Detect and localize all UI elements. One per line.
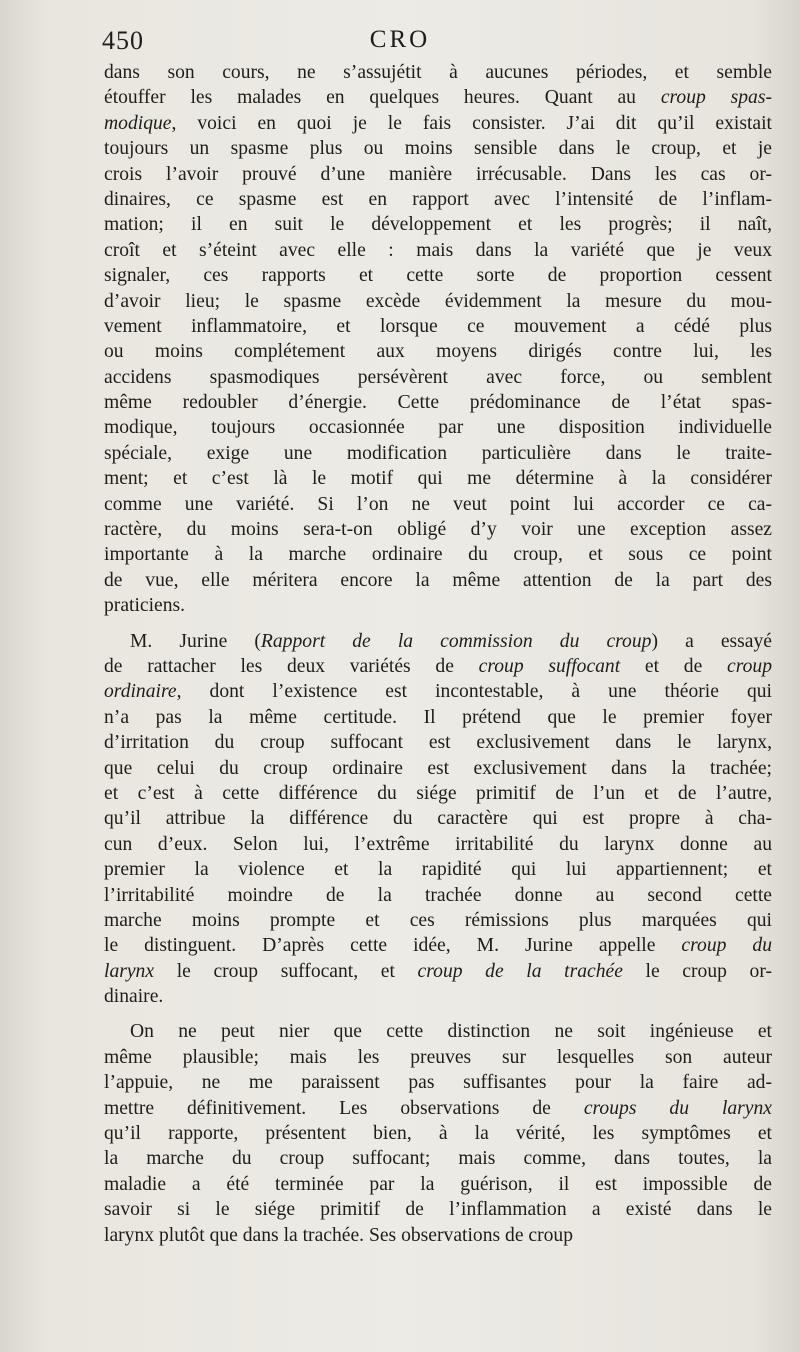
text-line: maladie a été terminée par la guérison, il est impossible de	[104, 1173, 772, 1195]
text-line: accidens spasmodiques persévèrent avec force, ou semblent	[104, 366, 772, 388]
text-line: larynx plutôt que dans la trachée. Ses observations de croup	[104, 1224, 574, 1246]
paragraph-gap	[104, 619, 772, 629]
text-line: dinaires, ce spasme est en rapport avec l’intensité de l’inflam-	[104, 188, 772, 210]
text-line: croît et s’éteint avec elle : mais dans la variété que je veux	[104, 239, 772, 261]
text-line: comme une variété. Si l’on ne veut point lui accorder ce ca-	[104, 493, 772, 515]
text-line: qu’il rapporte, présentent bien, à la vérité, les symptômes et	[104, 1123, 772, 1145]
text-line: On ne peut nier que cette distinction ne soit ingénieuse et	[130, 1021, 772, 1043]
text-line: étouffer les malades en quelques heures. Quant au croup spas-	[104, 87, 772, 109]
running-head: CRO	[369, 26, 431, 53]
text-line: praticiens.	[104, 595, 186, 617]
text-line: spéciale, exige une modification particulière dans le traite-	[104, 442, 772, 464]
text-line: l’appuie, ne me paraissent pas suffisantes pour la faire ad-	[104, 1072, 772, 1094]
text-line: même plausible; mais les preuves sur lesquelles son auteur	[104, 1046, 772, 1068]
text-line: mation; il en suit le développement et les progrès; il naît,	[104, 214, 772, 236]
paragraph	[104, 629, 772, 1010]
text-line: de rattacher les deux variétés de croup suffocant et de croup	[104, 655, 772, 677]
text-line: qu’il attribue la différence du caractère qui est propre à cha-	[104, 808, 772, 830]
text-line: ordinaire, dont l’existence est incontestable, à une théorie qui	[104, 681, 772, 703]
page-number: 450	[102, 26, 144, 55]
text-line: cun d’eux. Selon lui, l’extrême irritabilité du larynx donne au	[104, 833, 772, 855]
text-line: modique, voici en quoi je le fais consister. J’ai dit qu’il existait	[104, 112, 772, 134]
text-line: dinaire.	[104, 986, 164, 1008]
paragraph-gap	[104, 1009, 772, 1019]
text-line: modique, toujours occasionnée par une disposition individuelle	[104, 417, 772, 439]
text-line: importante à la marche ordinaire du croup, et sous ce point	[104, 544, 772, 566]
text-line: la marche du croup suffocant; mais comme, dans toutes, la	[104, 1148, 772, 1170]
text-line: n’a pas la même certitude. Il prétend que le premier foyer	[104, 706, 772, 728]
text-line: savoir si le siége primitif de l’inflammation a existé dans le	[104, 1199, 772, 1221]
text-line: ment; et c’est là le motif qui me détermine à la considérer	[104, 468, 772, 490]
text-line: même redoubler d’énergie. Cette prédominance de l’état spas-	[104, 392, 772, 414]
text-line: ou moins complétement aux moyens dirigés contre lui, les	[104, 341, 772, 363]
text-line: d’avoir lieu; le spasme excède évidemment la mesure du mou-	[104, 290, 772, 312]
text-line: M. Jurine (Rapport de la commission du croup) a essayé	[130, 630, 772, 652]
text-line: le distinguent. D’après cette idée, M. Jurine appelle croup du	[104, 935, 772, 957]
text-line: marche moins prompte et ces rémissions plus marquées qui	[104, 909, 772, 931]
text-line: crois l’avoir prouvé d’une manière irrécusable. Dans les cas or-	[104, 163, 772, 185]
text-line: signaler, ces rapports et cette sorte de proportion cessent	[104, 265, 772, 287]
text-line: que celui du croup ordinaire est exclusivement dans la trachée;	[104, 757, 772, 779]
text-line: dans son cours, ne s’assujétit à aucunes périodes, et semble	[104, 62, 772, 83]
text-line: toujours un spasme plus ou moins sensible dans le croup, et je	[104, 138, 772, 160]
text-line: l’irritabilité moindre de la trachée donne au second cette	[104, 884, 772, 906]
text-line: et c’est à cette différence du siége primitif de l’un et de l’autre,	[104, 782, 772, 804]
body-text	[104, 60, 772, 1248]
paragraph	[104, 1019, 772, 1248]
text-line: ractère, du moins sera-t-on obligé d’y voir une exception assez	[104, 519, 772, 541]
paragraph	[104, 60, 772, 619]
text-line: larynx le croup suffocant, et croup de la trachée le croup or-	[104, 960, 772, 982]
text-line: de vue, elle méritera encore la même attention de la part des	[104, 569, 772, 591]
text-line: mettre définitivement. Les observations de croups du larynx	[104, 1097, 772, 1119]
text-line: d’irritation du croup suffocant est exclusivement dans le larynx,	[104, 732, 772, 754]
text-line: vement inflammatoire, et lorsque ce mouvement a cédé plus	[104, 315, 772, 337]
text-line: premier la violence et la rapidité qui lui appartiennent; et	[104, 859, 772, 881]
